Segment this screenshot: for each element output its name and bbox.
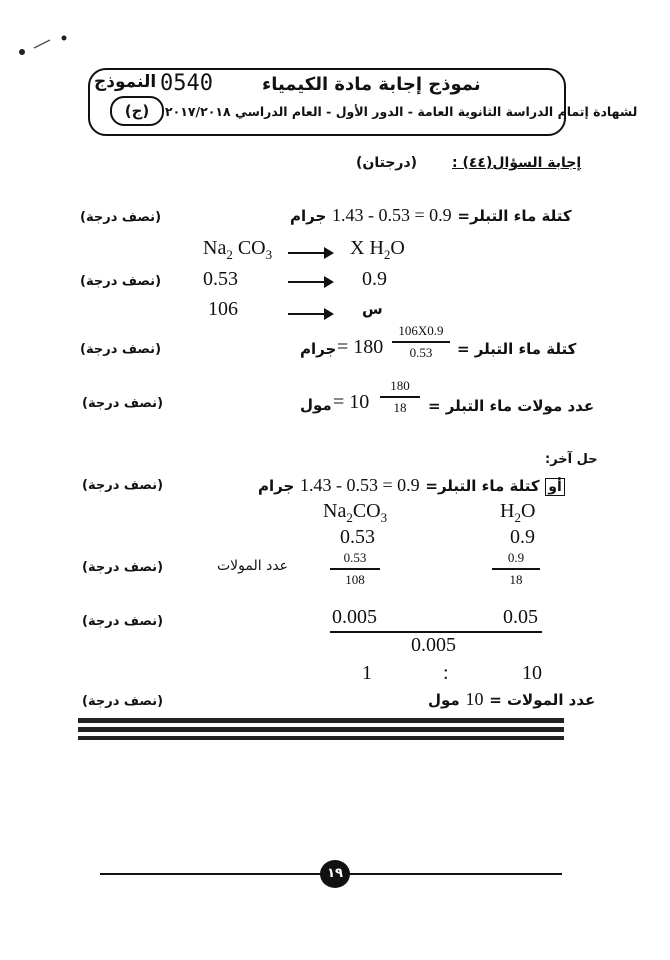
header-subtitle: لشهادة إتمام الدراسة الثانوية العامة - الدور الأول - العام الدراسي ٢٠١٧/٢٠١٨ xyxy=(165,104,638,119)
m2-final-value: 10 xyxy=(465,689,484,709)
m2-right-fraction: 0.9 18 xyxy=(492,550,540,588)
m2-division-bar xyxy=(330,631,542,633)
m2-final-line xyxy=(428,689,595,710)
m1-row3-left: 106 xyxy=(208,298,238,320)
m2-left-fraction: 0.53 108 xyxy=(330,550,380,588)
m2-left-mass: 0.53 xyxy=(340,526,375,548)
m1-row3-right: س xyxy=(362,300,383,318)
section-end-rule-1 xyxy=(78,718,564,723)
m1-row2-right: 0.9 xyxy=(362,268,387,290)
header-code: 0540 xyxy=(160,71,213,96)
m1-moles-unit: مول xyxy=(300,396,332,414)
m2-right-species: $H_2O$ xyxy=(500,500,536,525)
m1-water-mass-line xyxy=(290,205,572,226)
m2-water-mass-line xyxy=(258,475,565,496)
header-model-letter: (ج) xyxy=(110,96,164,126)
m1-arrow-2 xyxy=(288,281,332,283)
header-title: نموذج إجابة مادة الكيمياء xyxy=(262,74,481,95)
m2-moles-label: عدد المولات xyxy=(217,558,289,574)
question-heading: إجابة السؤال(٤٤) : xyxy=(452,155,582,171)
m2-final-label: عدد المولات = xyxy=(489,691,596,709)
m1-grade-1: (نصف درجة) xyxy=(80,210,162,225)
m2-water-mass-eq: 1.43 - 0.53 = 0.9 xyxy=(300,475,420,495)
m2-ratio-colon: : xyxy=(443,662,449,684)
m1-grade-2: (نصف درجة) xyxy=(80,274,162,289)
m2-grade-3: (نصف درجة) xyxy=(82,614,164,629)
m2-divisor: 0.005 xyxy=(411,634,456,656)
m1-calc-label: كتلة ماء التبلر = xyxy=(457,340,577,358)
m2-or-box: أو xyxy=(545,478,565,496)
m1-arrow-1 xyxy=(288,252,332,254)
m1-grade-4: (نصف درجة) xyxy=(82,396,164,411)
m2-right-mass: 0.9 xyxy=(510,526,535,548)
m1-species-left: $Na_2$ $CO_3$ xyxy=(203,237,273,262)
m2-ratio-left: 1 xyxy=(362,662,372,684)
m2-grade-2: (نصف درجة) xyxy=(82,560,164,575)
m1-moles-label: عدد مولات ماء التبلر = xyxy=(428,397,595,415)
header-model-label: النموذج xyxy=(94,72,157,92)
m2-final-unit: مول xyxy=(428,691,460,709)
m1-grade-3: (نصف درجة) xyxy=(80,342,162,357)
m1-calc-fraction: 106X0.9 0.53 xyxy=(392,323,450,361)
m1-water-mass-eq: 1.43 - 0.53 = 0.9 xyxy=(332,205,452,225)
m2-grade-4: (نصف درجة) xyxy=(82,694,164,709)
m2-left-species: $Na_2CO_3$ xyxy=(323,500,388,525)
question-marks: (درجتان) xyxy=(356,155,418,171)
m2-heading: حل آخر: xyxy=(545,452,598,467)
m1-water-mass-label: كتلة ماء التبلر= xyxy=(457,207,572,225)
m1-arrow-3 xyxy=(288,313,332,315)
m1-moles-result: = 10 xyxy=(333,391,370,413)
m2-water-mass-label: كتلة ماء التبلر= xyxy=(425,477,540,495)
m2-left-moles: 0.005 xyxy=(332,606,377,628)
m2-grade-1: (نصف درجة) xyxy=(82,478,164,493)
section-end-rule-2 xyxy=(78,727,564,732)
section-end-rule-3 xyxy=(78,736,564,740)
m1-calc-unit: جرام xyxy=(300,340,337,358)
m1-calc-result: = 180 xyxy=(337,336,384,358)
m2-right-moles: 0.05 xyxy=(503,606,538,628)
m2-ratio-right: 10 xyxy=(522,662,542,684)
m1-row2-left: 0.53 xyxy=(203,268,238,290)
m1-gram: جرام xyxy=(290,207,327,225)
m2-gram: جرام xyxy=(258,477,295,495)
m1-moles-fraction: 180 18 xyxy=(380,378,420,416)
scan-speck-marks xyxy=(14,30,74,60)
footer-page-badge: ١٩ xyxy=(320,860,350,888)
m1-species-right: X $H_2O$ xyxy=(350,237,405,262)
